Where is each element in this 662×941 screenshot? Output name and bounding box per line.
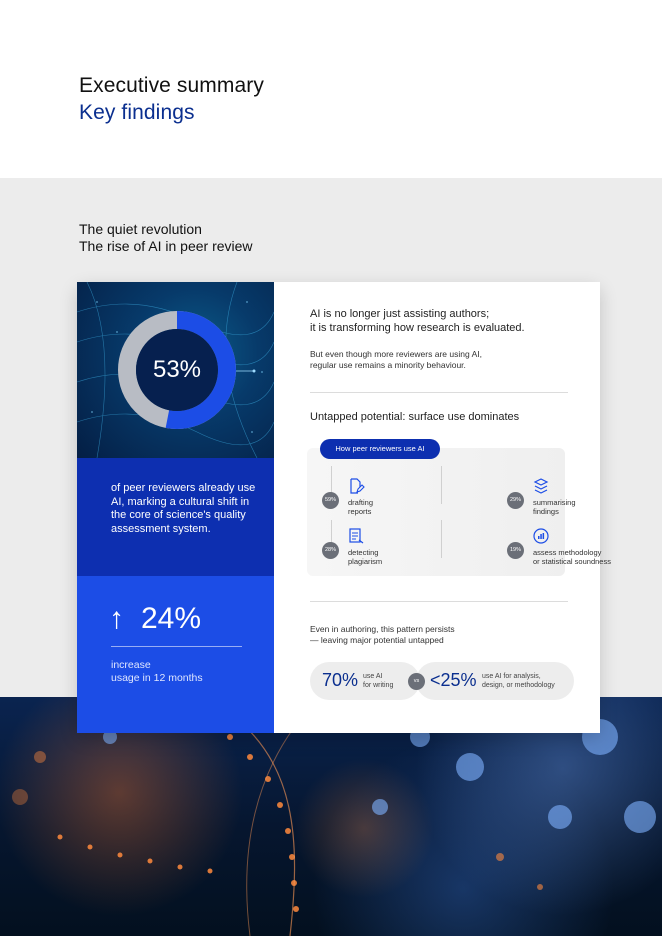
- comparison-value: 70%: [322, 670, 359, 690]
- section-subtitle: The rise of AI in peer review: [79, 238, 253, 254]
- section-title: The quiet revolution: [79, 221, 202, 237]
- usage-item: [507, 528, 617, 572]
- divider: [441, 520, 442, 558]
- percent-badge: 28%: [322, 542, 339, 559]
- authoring-line-1: Even in authoring, this pattern persists: [310, 624, 455, 634]
- divider: [111, 646, 242, 647]
- comparison-value: <25%: [430, 670, 477, 690]
- findings-card: [77, 282, 611, 733]
- usage-label: findings: [533, 507, 559, 516]
- growth-label: increase: [111, 659, 151, 671]
- usage-label: reports: [348, 507, 372, 516]
- growth-panel: [77, 576, 274, 733]
- usage-label: detecting: [348, 548, 379, 557]
- bar-chart-icon: [533, 528, 549, 544]
- comparison-label: for writing: [363, 682, 394, 689]
- sub-line-1: But even though more reviewers are using AI,: [310, 349, 482, 359]
- usage-label: drafting: [348, 498, 374, 507]
- growth-value: 24%: [141, 602, 202, 635]
- comparison-writing: [310, 662, 420, 700]
- usage-label: summarising: [533, 498, 576, 507]
- page-subtitle: Key findings: [79, 101, 195, 124]
- usage-label: plagiarism: [348, 557, 383, 566]
- usage-item: [507, 478, 617, 522]
- percent-badge: 19%: [507, 542, 524, 559]
- sub-line-2: regular use remains a minority behaviour.: [310, 360, 466, 370]
- comparison-label: design, or methodology: [482, 682, 555, 689]
- card-right-column: [274, 282, 611, 733]
- percent-badge: 59%: [322, 492, 339, 509]
- section-heading: [79, 221, 253, 255]
- percent-badge: 29%: [507, 492, 524, 509]
- divider: [310, 601, 568, 602]
- lead-line-1: AI is no longer just assisting authors;: [310, 308, 490, 320]
- arrow-up-icon: ↑: [109, 602, 124, 635]
- divider: [310, 392, 568, 393]
- card-left-column: [77, 282, 274, 733]
- comparison-label: use AI: [363, 673, 383, 680]
- usage-item: [322, 478, 432, 522]
- comparison-label: use AI for analysis,: [482, 673, 541, 680]
- usage-heading: Untapped potential: surface use dominates: [310, 411, 520, 423]
- hero-header: [0, 0, 662, 178]
- usage-label: or statistical soundness: [533, 557, 611, 566]
- description-panel: [77, 458, 274, 576]
- authoring-line-2: — leaving major potential untapped: [310, 635, 444, 645]
- page-title: Executive summary: [79, 74, 264, 97]
- divider: [441, 466, 442, 504]
- comparison-analysis: [416, 662, 574, 700]
- growth-sublabel: usage in 12 months: [111, 672, 203, 684]
- document-edit-icon: [348, 478, 364, 494]
- donut-panel: [77, 282, 274, 458]
- donut-description: of peer reviewers already use AI, marking a cultural shift in the core of science's quality assessment system.: [111, 482, 256, 535]
- layers-icon: [533, 478, 549, 494]
- vs-badge: vs: [408, 673, 425, 690]
- document-scan-icon: [348, 528, 364, 544]
- lead-line-2: it is transforming how research is evaluated.: [310, 322, 525, 334]
- donut-value: 53%: [152, 356, 202, 383]
- usage-pill: How peer reviewers use AI: [320, 439, 440, 459]
- usage-item: [322, 528, 432, 572]
- usage-label: assess methodology: [533, 548, 602, 557]
